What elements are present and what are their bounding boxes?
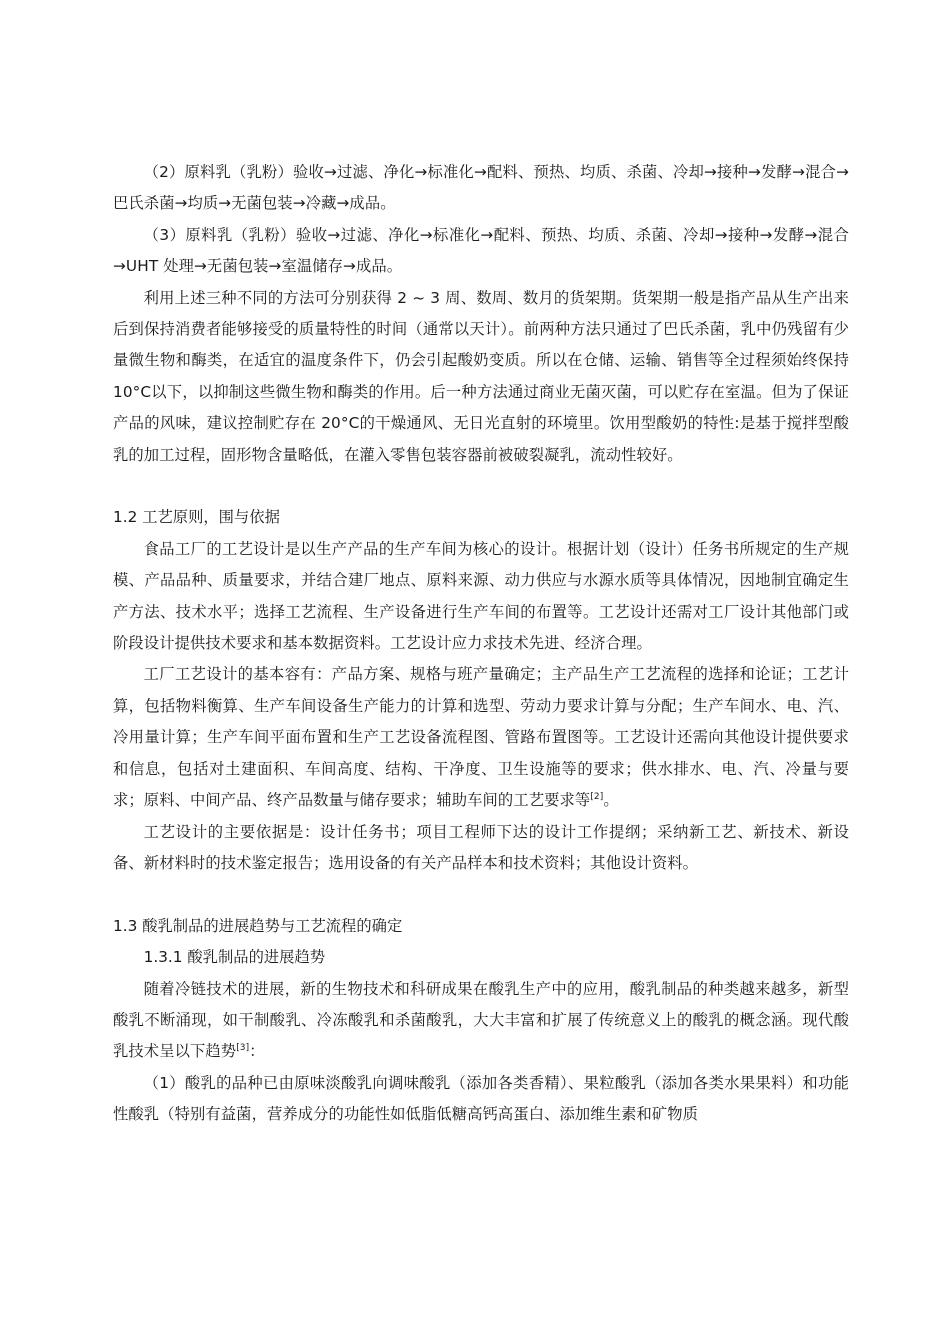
paragraph-text: 工厂工艺设计的基本容有：产品方案、规格与班产量确定；主产品生产工艺流程的选择和论证；工艺计算，包括物料衡算、生产车间设备生产能力的计算和选型、劳动力要求计算与分配；生产车间水、电、汽、冷用量计算；生产车间平面布置和生产工艺设备流程图、管路布置图等。工艺设计还需向其他设计提供要求和信息，包括对土建面积、车间高度、结构、干净度、卫生设施等的要求；供水排水、电、汽、冷量与要求；原料、中间产品、终产品数量与储存要求；辅助车间的工艺要求等: [113, 665, 849, 810]
paragraph-end: 。: [603, 791, 619, 810]
paragraph-trends-intro: [113, 974, 849, 1068]
paragraph-process-2: （2）原料乳（乳粉）验收→过滤、净化→标准化→配料、预热、均质、杀菌、冷却→接种→发酵→混合→巴氏杀菌→均质→无菌包装→冷藏→成品。: [113, 163, 849, 213]
citation-ref-3: [3]: [236, 1043, 250, 1054]
spacer: [113, 471, 849, 502]
paragraph-shelf-life: 利用上述三种不同的方法可分别获得 2 ~ 3 周、数周、数月的货架期。货架期一般是指产品从生产出来后到保持消费者能够接受的质量特性的时间（通常以天计）。前两种方法只通过了巴氏杀菌，乳中仍残留有少量微生物和酶类，在适宜的温度条件下，仍会引起酸奶变质。所以在仓储、运输、销售等全过程须始终保持 10°C以下，以抑制这些微生物和酶类的作用。后一种方法通过商业无菌灭菌，可以贮存在室温。但为了保证产品的风味，建议控制贮存在 20°C的干燥通风、无日光直射的环境里。饮用型酸奶的特性:是基于搅拌型酸乳的加工过程，固形物含量略低，在灌入零售包装容器前被破裂凝乳，流动性较好。: [113, 288, 849, 464]
spacer: [113, 879, 849, 910]
section-heading-1-2: 1.2 工艺原则，围与依据: [113, 508, 280, 527]
paragraph-design-content: [113, 659, 849, 816]
subsection-heading-1-3-1: 1.3.1 酸乳制品的进展趋势: [143, 948, 326, 967]
paragraph-trend-1: （1）酸乳的品种已由原味淡酸乳向调味酸乳（添加各类香精）、果粒酸乳（添加各类水果果料）和功能性酸乳（特别有益菌，营养成分的功能性如低脂低糖高钙高蛋白、添加维生素和矿物质: [113, 1073, 849, 1124]
paragraph-end: ：: [249, 1042, 265, 1061]
citation-ref-2: [2]: [590, 792, 604, 803]
paragraph-design-intro: 食品工厂的工艺设计是以生产产品的生产车间为核心的设计。根据计划（设计）任务书所规定的生产规模、产品品种、质量要求，并结合建厂地点、原料来源、动力供应与水源水质等具体情况，因地制宜确定生产方法、技术水平；选择工艺流程、生产设备进行生产车间的布置等。工艺设计还需对工厂设计其他部门或阶段设计提供技术要求和基本数据资料。工艺设计应力求技术先进、经济合理。: [113, 539, 849, 653]
section-heading-1-3: 1.3 酸乳制品的进展趋势与工艺流程的确定: [113, 916, 403, 935]
paragraph-design-basis: 工艺设计的主要依据是：设计任务书；项目工程师下达的设计工作提纲；采纳新工艺、新技术、新设备、新材料时的技术鉴定报告；选用设备的有关产品样本和技术资料；其他设计资料。: [113, 822, 849, 872]
document-page: [113, 157, 849, 1131]
paragraph-text: 随着冷链技术的进展，新的生物技术和科研成果在酸乳生产中的应用，酸乳制品的种类越来越多，新型酸乳不断涌现，如干制酸乳、冷冻酸乳和杀菌酸乳，大大丰富和扩展了传统意义上的酸乳的概念涵。现代酸乳技术呈以下趋势: [113, 979, 849, 1061]
paragraph-process-3: （3）原料乳（乳粉）验收→过滤、净化→标准化→配料、预热、均质、杀菌、冷却→接种→发酵→混合→UHT 处理→无菌包装→室温储存→成品。: [113, 225, 849, 276]
